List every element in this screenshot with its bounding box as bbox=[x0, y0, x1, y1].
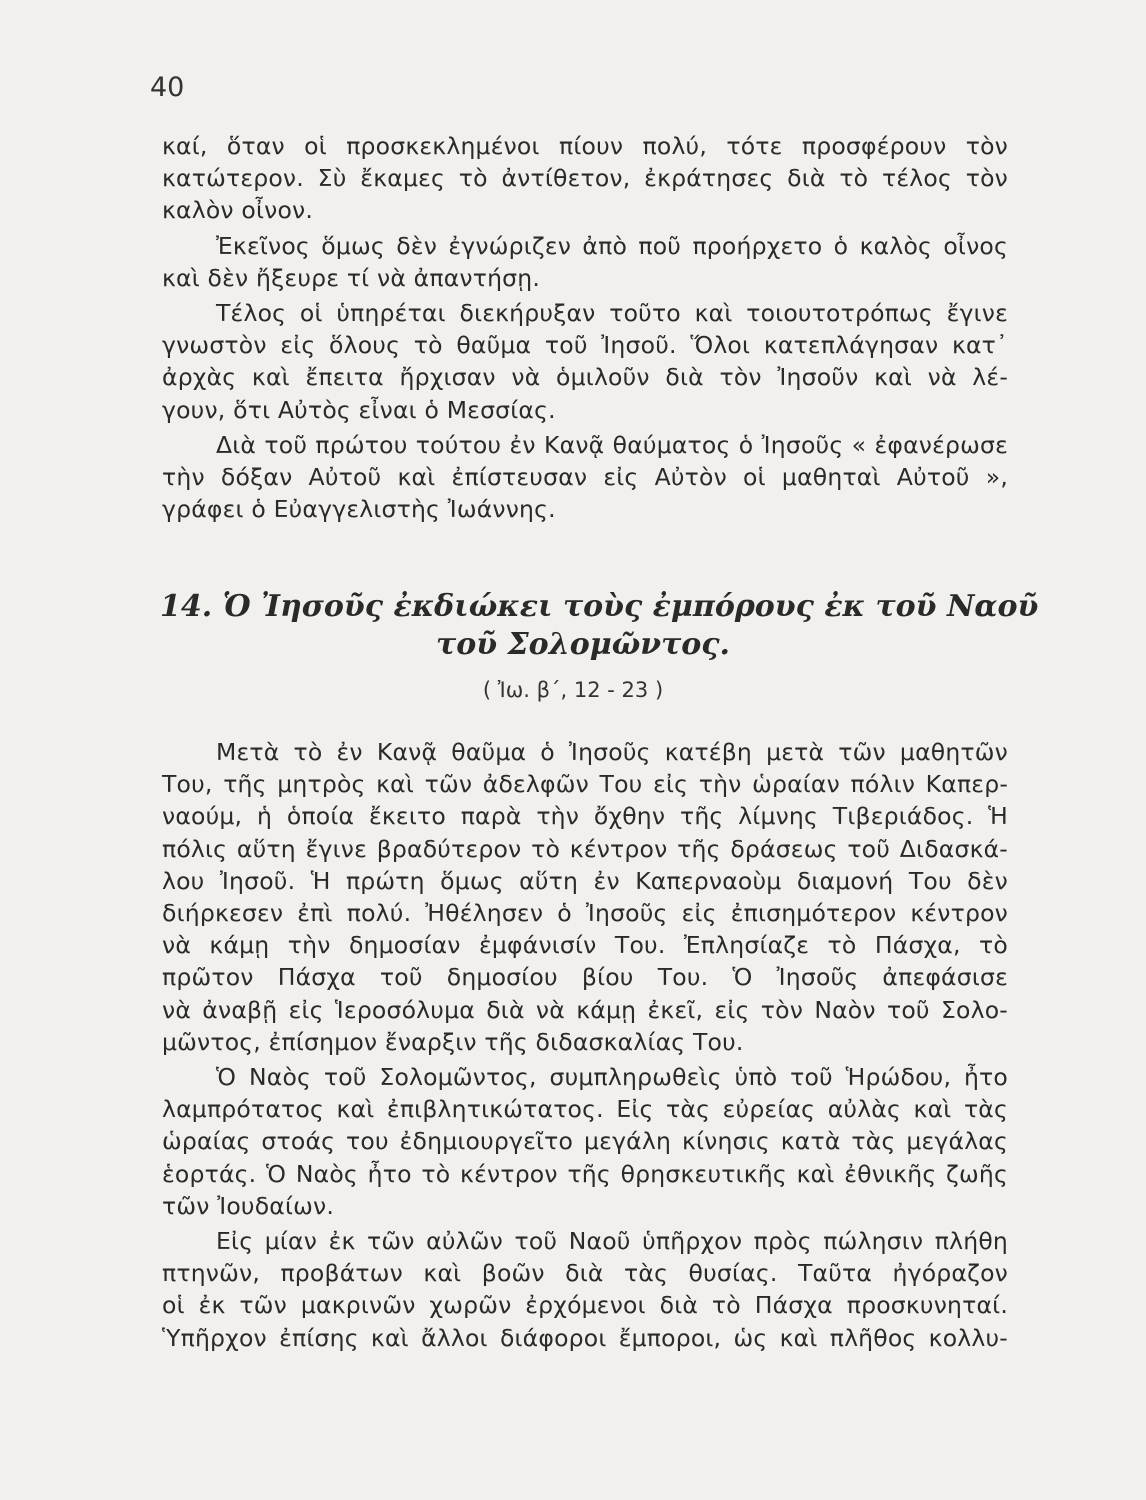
text-line: γράφει ὁ Εὐαγγελιστὴς Ἰωάννης. bbox=[162, 495, 556, 524]
text-line: νὰ κάμῃ τὴν δημοσίαν ἐμφάνισίν Του. Ἐπλησίαζε τὸ Πάσχα, τὸ bbox=[162, 931, 1008, 960]
text-line: ἑορτάς. Ὁ Ναὸς ἦτο τὸ κέντρον τῆς θρησκευτικῆς καὶ ἐθνικῆς ζωῆς bbox=[162, 1159, 1008, 1188]
text-block-top bbox=[162, 130, 1008, 528]
paragraph bbox=[162, 297, 1008, 426]
paragraph bbox=[162, 1061, 1008, 1222]
text-line: μῶντος, ἐπίσημον ἔναρξιν τῆς διδασκαλίας Του. bbox=[162, 1027, 744, 1056]
text-line: Εἰς μίαν ἐκ τῶν αὐλῶν τοῦ Ναοῦ ὑπῆρχον πρὸς πώλησιν πλήθη bbox=[216, 1227, 1008, 1256]
text-line: Τέλος οἱ ὑπηρέται διεκήρυξαν τοῦτο καὶ τοιουτοτρόπως ἔγινε bbox=[216, 299, 1008, 328]
text-line: Ὁ Ναὸς τοῦ Σολομῶντος, συμπληρωθεὶς ὑπὸ τοῦ Ἡρώδου, ἦτο bbox=[216, 1063, 1008, 1092]
text-block-bottom bbox=[162, 736, 1008, 1357]
text-line: πρῶτον Πάσχα τοῦ δημοσίου βίου Του. Ὁ Ἰησοῦς ἀπεφάσισε bbox=[162, 963, 1008, 992]
text-line: Του, τῆς μητρὸς καὶ τῶν ἀδελφῶν Του εἰς τὴν ὡραίαν πόλιν Καπερ- bbox=[162, 770, 1008, 799]
text-line: γνωστὸν εἰς ὅλους τὸ θαῦμα τοῦ Ἰησοῦ. Ὅλοι κατεπλάγησαν κατ᾽ bbox=[162, 331, 1008, 360]
text-line: ὡραίας στοάς του ἐδημιουργεῖτο μεγάλη κίνησις κατὰ τὰς μεγάλας bbox=[162, 1127, 1008, 1156]
text-line: λου Ἰησοῦ. Ἡ πρώτη ὅμως αὕτη ἐν Καπερναοὺμ διαμονή Του δὲν bbox=[162, 866, 1008, 895]
text-line: Ἐκεῖνος ὅμως δὲν ἐγνώριζεν ἀπὸ ποῦ προήρχετο ὁ καλὸς οἶνος bbox=[216, 231, 1008, 260]
text-line: γουν, ὅτι Αὐτὸς εἶναι ὁ Μεσσίας. bbox=[162, 395, 556, 424]
text-line: ἀρχὰς καὶ ἔπειτα ἤρχισαν νὰ ὁμιλοῦν διὰ τὸν Ἰησοῦν καὶ νὰ λέ- bbox=[162, 363, 1008, 392]
section-heading-line: 14. Ὁ Ἰησοῦς ἐκδιώκει τοὺς ἐμπόρους ἐκ τοῦ Ναοῦ bbox=[160, 589, 1039, 624]
text-line: Διὰ τοῦ πρώτου τούτου ἐν Κανᾷ θαύματος ὁ Ἰησοῦς « ἐφανέρωσε bbox=[216, 430, 1008, 459]
paragraph bbox=[162, 736, 1008, 1058]
paragraph bbox=[162, 1225, 1008, 1354]
text-line: τῶν Ἰουδαίων. bbox=[162, 1191, 335, 1220]
page-number: 40 bbox=[150, 72, 185, 103]
text-line: τὴν δόξαν Αὐτοῦ καὶ ἐπίστευσαν εἰς Αὐτὸν οἱ μαθηταὶ Αὐτοῦ », bbox=[162, 463, 1008, 492]
text-line: λαμπρότατος καὶ ἐπιβλητικώτατος. Εἰς τὰς εὐρείας αὐλὰς καὶ τὰς bbox=[162, 1095, 1008, 1124]
text-line: διήρκεσεν ἐπὶ πολύ. Ἠθέλησεν ὁ Ἰησοῦς εἰς ἐπισημότερον κέντρον bbox=[162, 899, 1008, 928]
text-line: πτηνῶν, προβάτων καὶ βοῶν διὰ τὰς θυσίας. Ταῦτα ἠγόραζον bbox=[162, 1259, 1008, 1288]
section-heading-line: τοῦ Σολομῶντος. bbox=[436, 627, 730, 662]
text-line: καλὸν οἶνον. bbox=[162, 196, 314, 225]
paragraph bbox=[162, 429, 1008, 526]
text-line: Μετὰ τὸ ἐν Κανᾷ θαῦμα ὁ Ἰησοῦς κατέβη μετὰ τῶν μαθητῶν bbox=[216, 738, 1008, 766]
scripture-reference: ( Ἰω. β΄, 12 - 23 ) bbox=[482, 678, 664, 702]
text-line: ναούμ, ἡ ὁποία ἔκειτο παρὰ τὴν ὄχθην τῆς λίμνης Τιβεριάδος. Ἡ bbox=[162, 802, 1008, 831]
text-line: νὰ ἀναβῇ εἰς Ἱεροσόλυμα διὰ νὰ κάμῃ ἐκεῖ, εἰς τὸν Ναὸν τοῦ Σολο- bbox=[162, 995, 1008, 1024]
text-line: καί, ὅταν οἱ προσκεκλημένοι πίουν πολύ, τότε προσφέρουν τὸν bbox=[162, 132, 1008, 160]
text-line: πόλις αὕτη ἔγινε βραδύτερον τὸ κέντρον τῆς δράσεως τοῦ Διδασκά- bbox=[162, 834, 1008, 863]
text-line: κατώτερον. Σὺ ἔκαμες τὸ ἀντίθετον, ἐκράτησες διὰ τὸ τέλος τὸν bbox=[162, 164, 1008, 193]
text-line: Ὑπῆρχον ἐπίσης καὶ ἄλλοι διάφοροι ἔμποροι, ὡς καὶ πλῆθος κολλυ- bbox=[162, 1323, 1008, 1352]
paragraph bbox=[162, 230, 1008, 294]
text-line: οἱ ἐκ τῶν μακρινῶν χωρῶν ἐρχόμενοι διὰ τὸ Πάσχα προσκυνηταί. bbox=[162, 1291, 1008, 1320]
section-heading bbox=[160, 588, 1039, 664]
paragraph bbox=[162, 130, 1008, 227]
text-line: καὶ δὲν ἤξευρε τί νὰ ἀπαντήσῃ. bbox=[162, 263, 541, 292]
